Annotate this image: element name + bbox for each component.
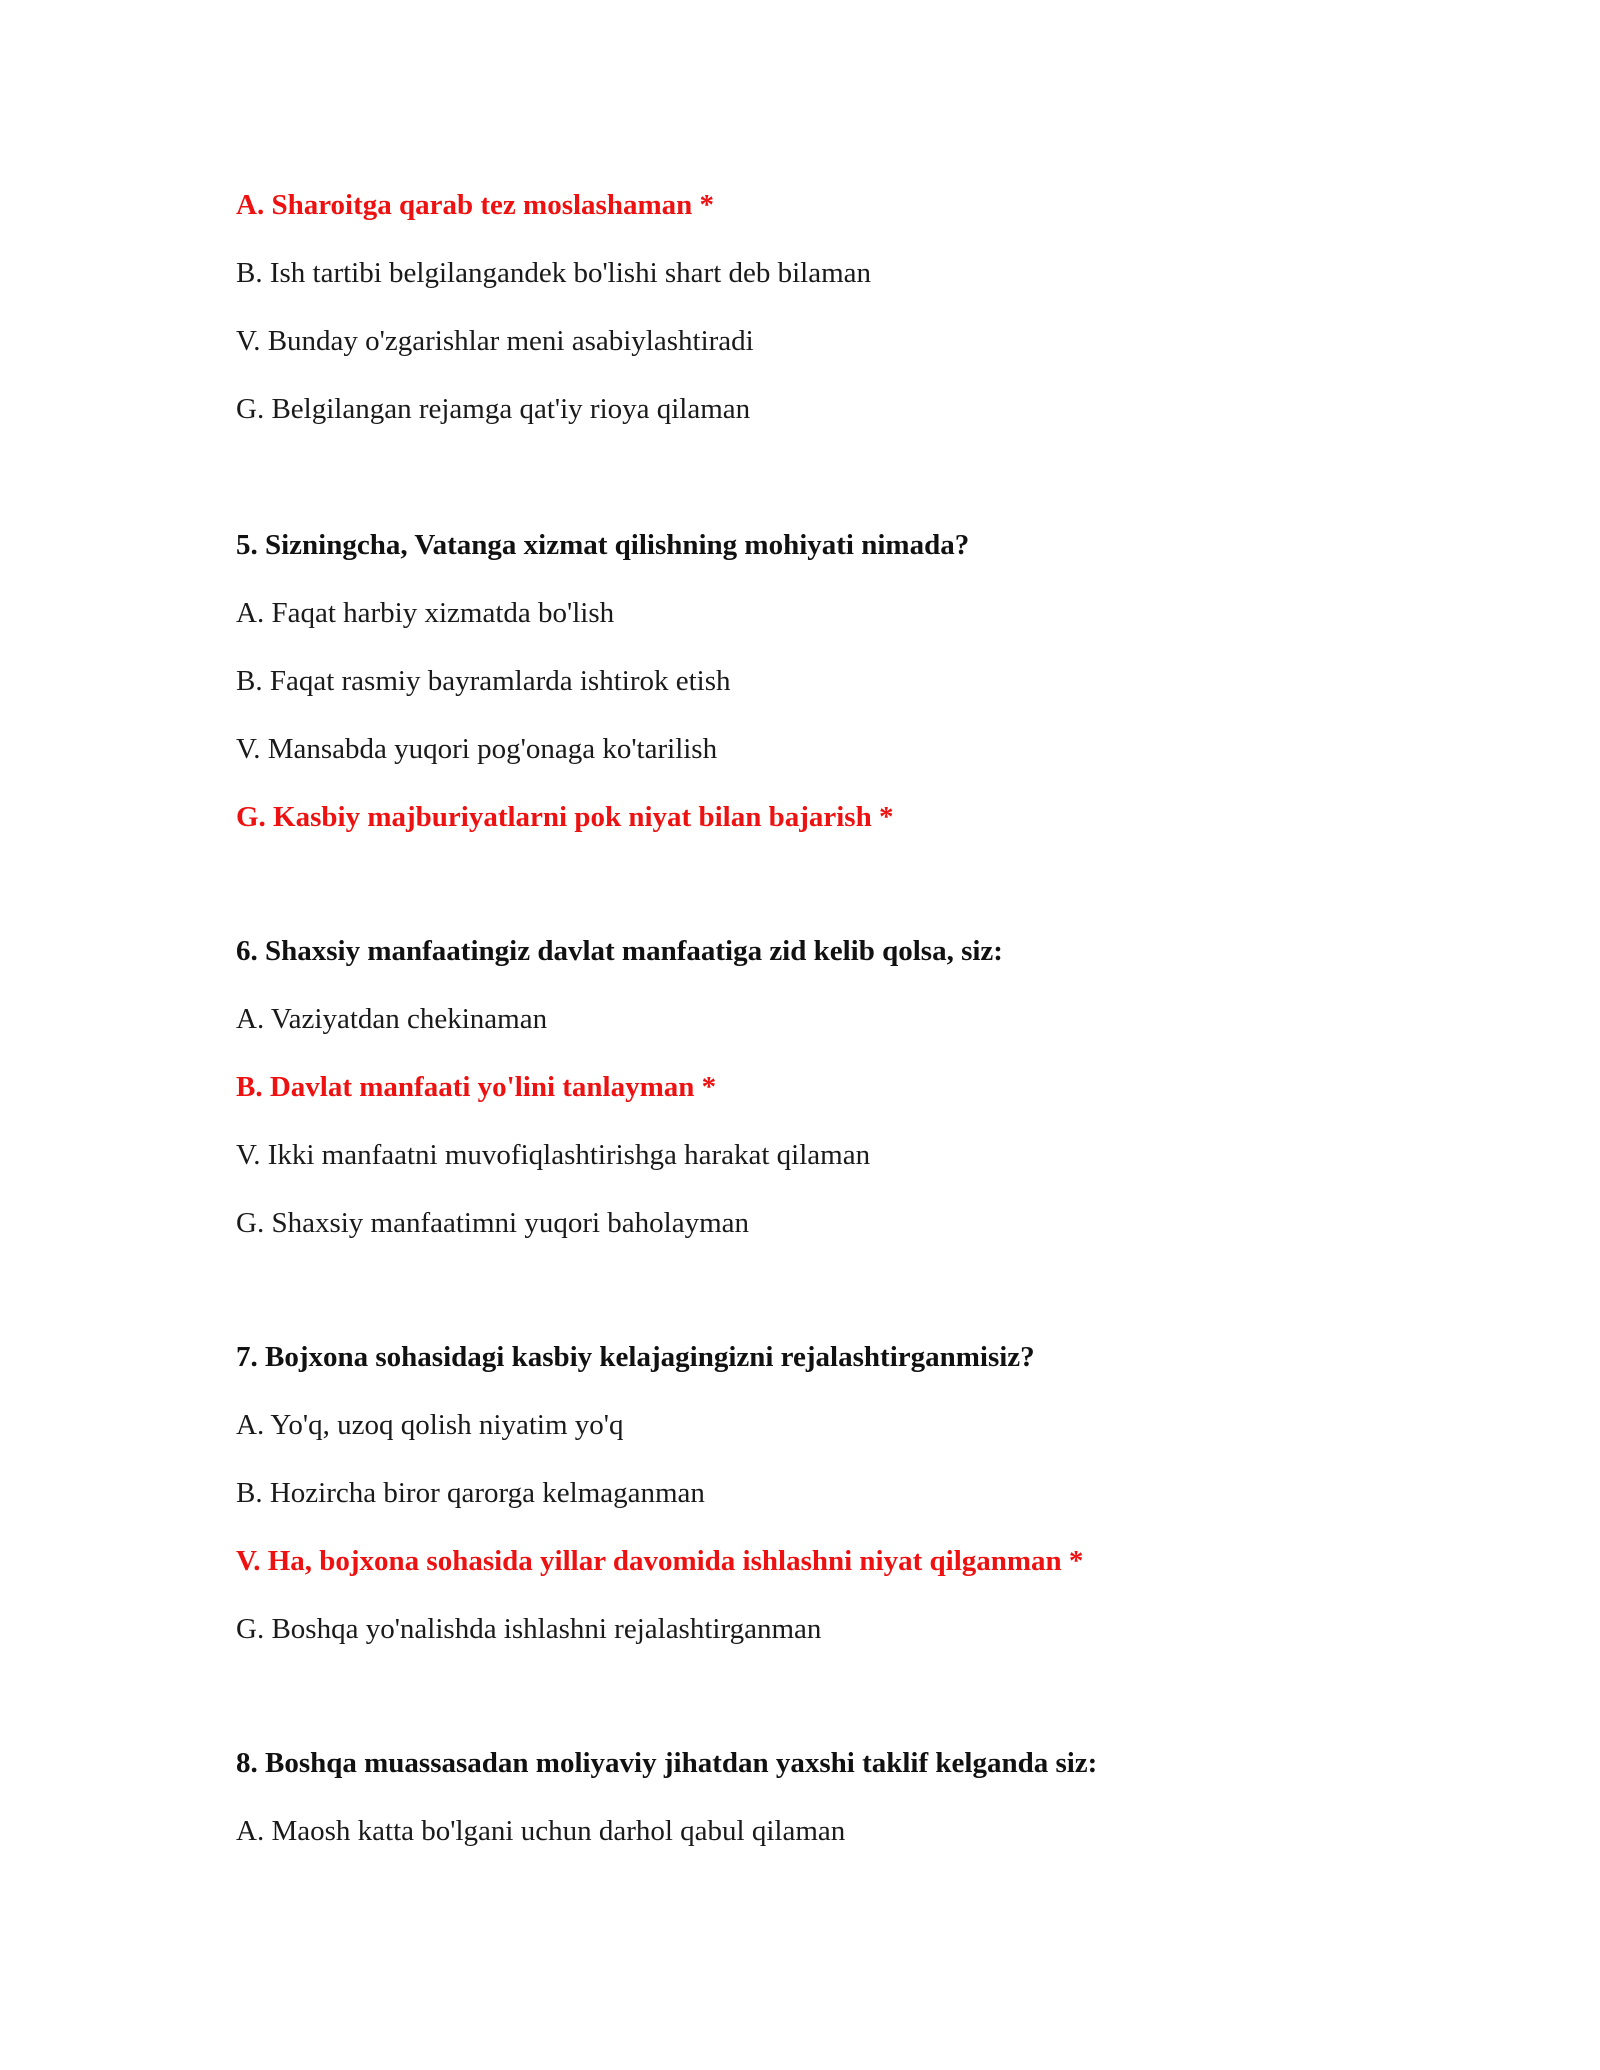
q7-option-b: B. Hozircha biror qarorga kelmaganman: [236, 1477, 705, 1509]
q7-option-v-correct: V. Ha, bojxona sohasida yillar davomida ishlashni niyat qilganman *: [236, 1545, 1084, 1577]
q4-option-v: V. Bunday o'zgarishlar meni asabiylashtiradi: [236, 325, 754, 357]
q8-option-a: A. Maosh katta bo'lgani uchun darhol qabul qilaman: [236, 1815, 846, 1847]
q4-option-a-correct: A. Sharoitga qarab tez moslashaman *: [236, 189, 714, 221]
q5-option-g-correct: G. Kasbiy majburiyatlarni pok niyat bilan bajarish *: [236, 801, 894, 833]
q4-option-g: G. Belgilangan rejamga qat'iy rioya qilaman: [236, 393, 751, 425]
q6-option-b-correct: B. Davlat manfaati yo'lini tanlayman *: [236, 1071, 717, 1103]
q6-option-g: G. Shaxsiy manfaatimni yuqori baholayman: [236, 1207, 750, 1239]
q6-question: 6. Shaxsiy manfaatingiz davlat manfaatiga zid kelib qolsa, siz:: [236, 935, 1003, 967]
q5-option-a: A. Faqat harbiy xizmatda bo'lish: [236, 597, 615, 629]
q5-option-v: V. Mansabda yuqori pog'onaga ko'tarilish: [236, 733, 718, 765]
q4-option-b: B. Ish tartibi belgilangandek bo'lishi shart deb bilaman: [236, 257, 872, 289]
q8-question: 8. Boshqa muassasadan moliyaviy jihatdan yaxshi taklif kelganda siz:: [236, 1747, 1098, 1779]
q6-option-a: A. Vaziyatdan chekinaman: [236, 1003, 548, 1035]
q5-question: 5. Sizningcha, Vatanga xizmat qilishning mohiyati nimada?: [236, 529, 970, 561]
q7-question: 7. Bojxona sohasidagi kasbiy kelajagingizni rejalashtirganmisiz?: [236, 1341, 1035, 1373]
q5-option-b: B. Faqat rasmiy bayramlarda ishtirok etish: [236, 665, 731, 697]
q7-option-g: G. Boshqa yo'nalishda ishlashni rejalashtirganman: [236, 1613, 822, 1645]
q7-option-a: A. Yo'q, uzoq qolish niyatim yo'q: [236, 1409, 624, 1441]
q6-option-v: V. Ikki manfaatni muvofiqlashtirishga harakat qilaman: [236, 1139, 871, 1171]
